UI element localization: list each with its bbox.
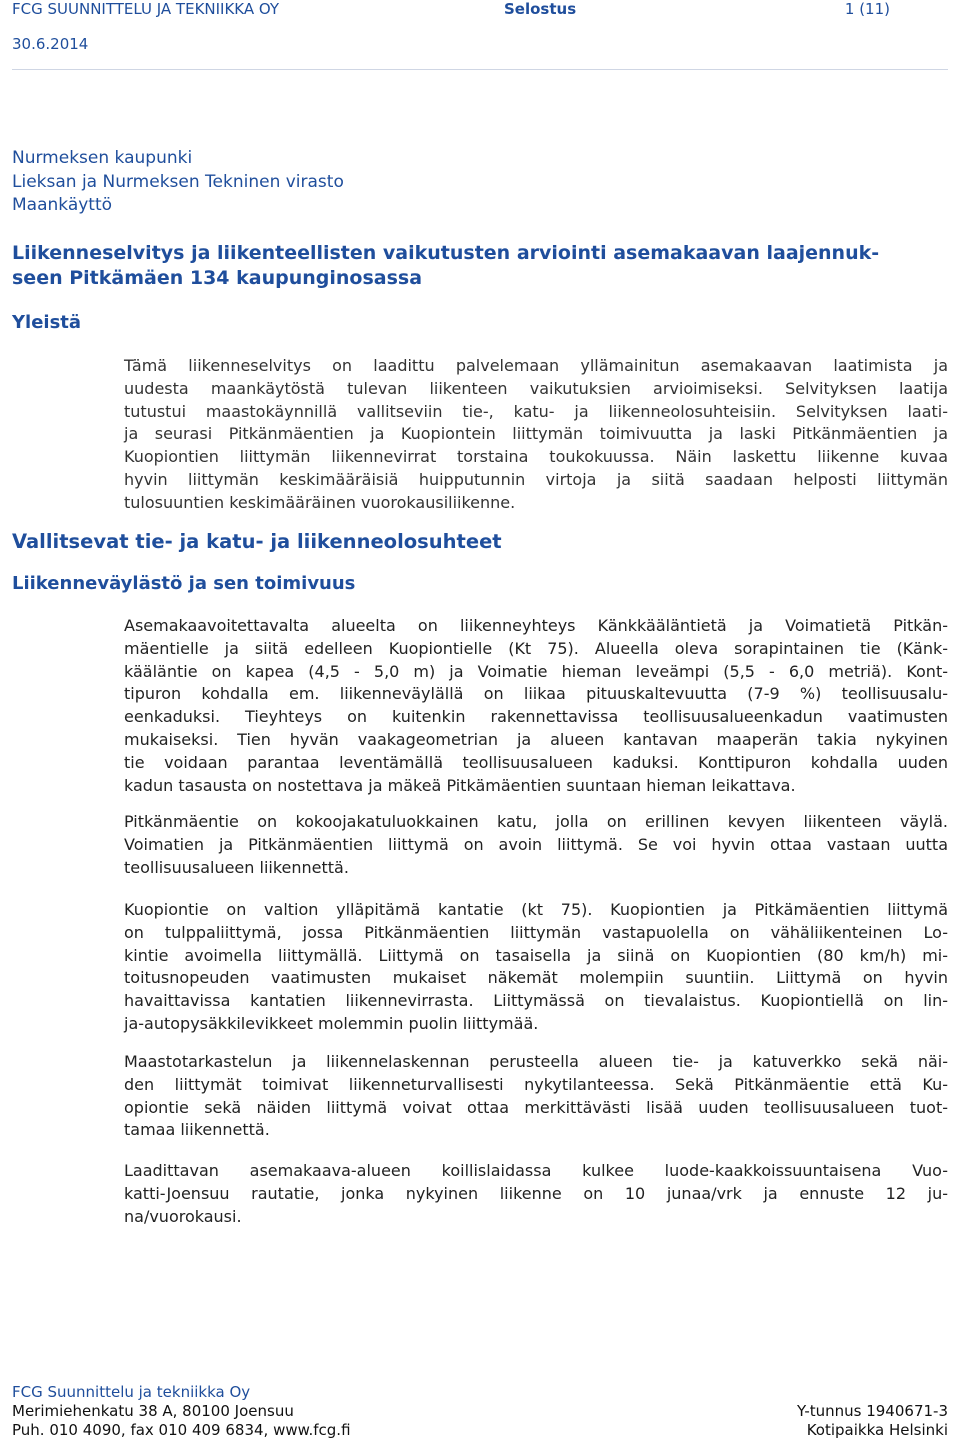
paragraph-line: Pitkänmäentie on kokoojakatuluokkainen katu, jolla on erillinen kevyen liikenteen väylä.	[124, 812, 948, 831]
paragraph-line: on tulppaliittymä, jossa Pitkänmäentien liittymän vastapuolella on vähäliikenteinen Lo-	[124, 922, 948, 942]
paragraph-line: katti-Joensuu rautatie, jonka nykyinen liikenne on 10 junaa/vrk ja ennuste 12 ju-	[124, 1183, 948, 1203]
paragraph-line: kadun tasausta on nostettava ja mäkeä Pitkämäentien suuntaan hieman leikattava.	[124, 775, 796, 795]
header-doc-type: Selostus	[504, 0, 577, 18]
header-company: FCG SUUNNITTELU JA TEKNIIKKA OY	[12, 0, 280, 18]
paragraph-line: ja seurasi Pitkänmäentien ja Kuopiontein liittymän toimivuutta ja laski Pitkänmäentien ja	[124, 424, 948, 444]
paragraph-line: tamaa liikennettä.	[124, 1120, 270, 1140]
header-divider	[12, 69, 948, 70]
paragraph-line: mukaiseksi. Tien hyvän vaakageometrian ja alueen kantavan maaperän takia nykyinen	[124, 729, 948, 749]
paragraph-1	[124, 615, 948, 797]
sender-block	[12, 147, 344, 218]
paragraph-line: Voimatien ja Pitkänmäentien liittymä on avoin liittymä. Se voi hyvin ottaa vastaan uutta	[124, 834, 948, 854]
paragraph-line: ja-autopysäkkilevikkeet molemmin puolin liittymää.	[124, 1013, 539, 1033]
paragraph-line: den liittymät toimivat liikenneturvallisesti nykytilanteessa. Sekä Pitkänmäentie että Ku-	[124, 1074, 948, 1094]
paragraph-line: tipuron kohdalla em. liikenneväylällä on liikaa pituuskaltevuutta (7-9 %) teollisuusalu-	[124, 684, 948, 704]
title-line: seen Pitkämäen 134 kaupunginosassa	[12, 267, 423, 289]
paragraph-line: tulosuuntien keskimääräinen vuorokausiliikenne.	[124, 492, 516, 512]
paragraph-line: na/vuorokausi.	[124, 1206, 242, 1226]
paragraph-line: mäentielle ja siitä edelleen Kuopiontielle (Kt 75). Alueella oleva sorapintainen tie (Känk-	[124, 638, 948, 658]
paragraph-line: Asemakaavoitettavalta alueelta on liikenneyhteys Känkkääläntietä ja Voimatietä Pitkän-	[124, 616, 948, 635]
paragraph-line: Kuopiontien liittymän liikennevirrat torstaina toukokuussa. Näin laskettu liikenne kuvaa	[124, 447, 948, 467]
sender-line: Lieksan ja Nurmeksen Tekninen virasto	[12, 171, 344, 192]
paragraph-line: Kuopiontie on valtion ylläpitämä kantatie (kt 75). Kuopiontien ja Pitkämäentien liittymä	[124, 900, 948, 919]
sender-line: Nurmeksen kaupunki	[12, 148, 193, 168]
header-date: 30.6.2014	[12, 35, 89, 53]
title-line: Liikenneselvitys ja liikenteellisten vaikutusten arviointi asemakaavan laajennuk-	[12, 242, 880, 264]
page-header	[12, 0, 948, 56]
footer-company: FCG Suunnittelu ja tekniikka Oy	[12, 1383, 251, 1401]
paragraph-line: kintie avoimella liittymällä. Liittymä on tasaisella ja siinä on Kuopiontien (80 km/h) mi-	[124, 945, 948, 965]
paragraph-line: opiontie sekä näiden liittymä voivat ottaa merkittävästi lisää uuden teollisuusalueen tuot-	[124, 1097, 948, 1117]
paragraph-line: havaittavissa kantatien liikennevirrasta. Liittymässä on tievalaistus. Kuopiontiellä on lin-	[124, 991, 948, 1011]
paragraph-2	[124, 811, 948, 879]
paragraph-3	[124, 899, 948, 1036]
subsection-heading-liikennevaylasto: Liikenneväylästö ja sen toimivuus	[12, 573, 356, 594]
paragraph-line: eenkaduksi. Tieyhteys on kuitenkin rakennettavissa teollisuusalueenkadun vaatimusten	[124, 707, 948, 727]
paragraph-5	[124, 1160, 948, 1228]
footer-business-id: Y-tunnus 1940671-3	[796, 1402, 948, 1420]
paragraph-line: hyvin liittymän keskimääräisiä huipputunnin virtoja ja siitä saadaan helposti liittymän	[124, 469, 948, 489]
footer-address: Merimiehenkatu 38 A, 80100 Joensuu	[12, 1402, 294, 1420]
paragraph-4	[124, 1051, 948, 1142]
sender-line: Maankäyttö	[12, 195, 113, 215]
paragraph-intro	[124, 355, 948, 515]
header-page-number: 1 (11)	[844, 0, 890, 18]
paragraph-line: Laadittavan asemakaava-alueen koillislaidassa kulkee luode-kaakkoissuuntaisena Vuo-	[124, 1161, 948, 1180]
paragraph-line: tutustui maastokäynnillä vallitseviin tie-, katu- ja liikenneolosuhteisiin. Selvityksen laati-	[124, 401, 948, 421]
paragraph-line: Maastotarkastelun ja liikennelaskennan perusteella alueen tie- ja katuverkko sekä näi-	[124, 1052, 948, 1071]
section-heading-vallitsevat: Vallitsevat tie- ja katu- ja liikenneolosuhteet	[12, 530, 502, 553]
paragraph-line: tie voidaan parantaa leventämällä teollisuusalueen kaduksi. Konttipuron kohdalla uuden	[124, 752, 948, 772]
paragraph-line: Tämä liikenneselvitys on laadittu palvelemaan yllämainitun asemakaavan laatimista ja	[124, 356, 948, 375]
footer-address-block	[12, 1383, 351, 1438]
footer-contact: Puh. 010 4090, fax 010 409 6834, www.fcg.fi	[12, 1421, 351, 1438]
footer-registration-block	[797, 1402, 948, 1438]
document-title	[12, 241, 946, 291]
footer-domicile: Kotipaikka Helsinki	[806, 1421, 948, 1438]
paragraph-line: teollisuusalueen liikennettä.	[124, 857, 349, 877]
paragraph-line: toitusnopeuden vaatimusten mukaiset näkemät molempiin suuntiin. Liittymä on hyvin	[124, 968, 948, 988]
section-heading-yleista: Yleistä	[12, 312, 82, 333]
paragraph-line: kääläntie on kapea (4,5 - 5,0 m) ja Voimatie hieman leveämpi (5,5 - 6,0 metriä). Kont-	[124, 661, 948, 681]
paragraph-line: uudesta maankäytöstä tulevan liikenteen vaikutuksien arvioimiseksi. Selvityksen laatija	[124, 378, 948, 398]
